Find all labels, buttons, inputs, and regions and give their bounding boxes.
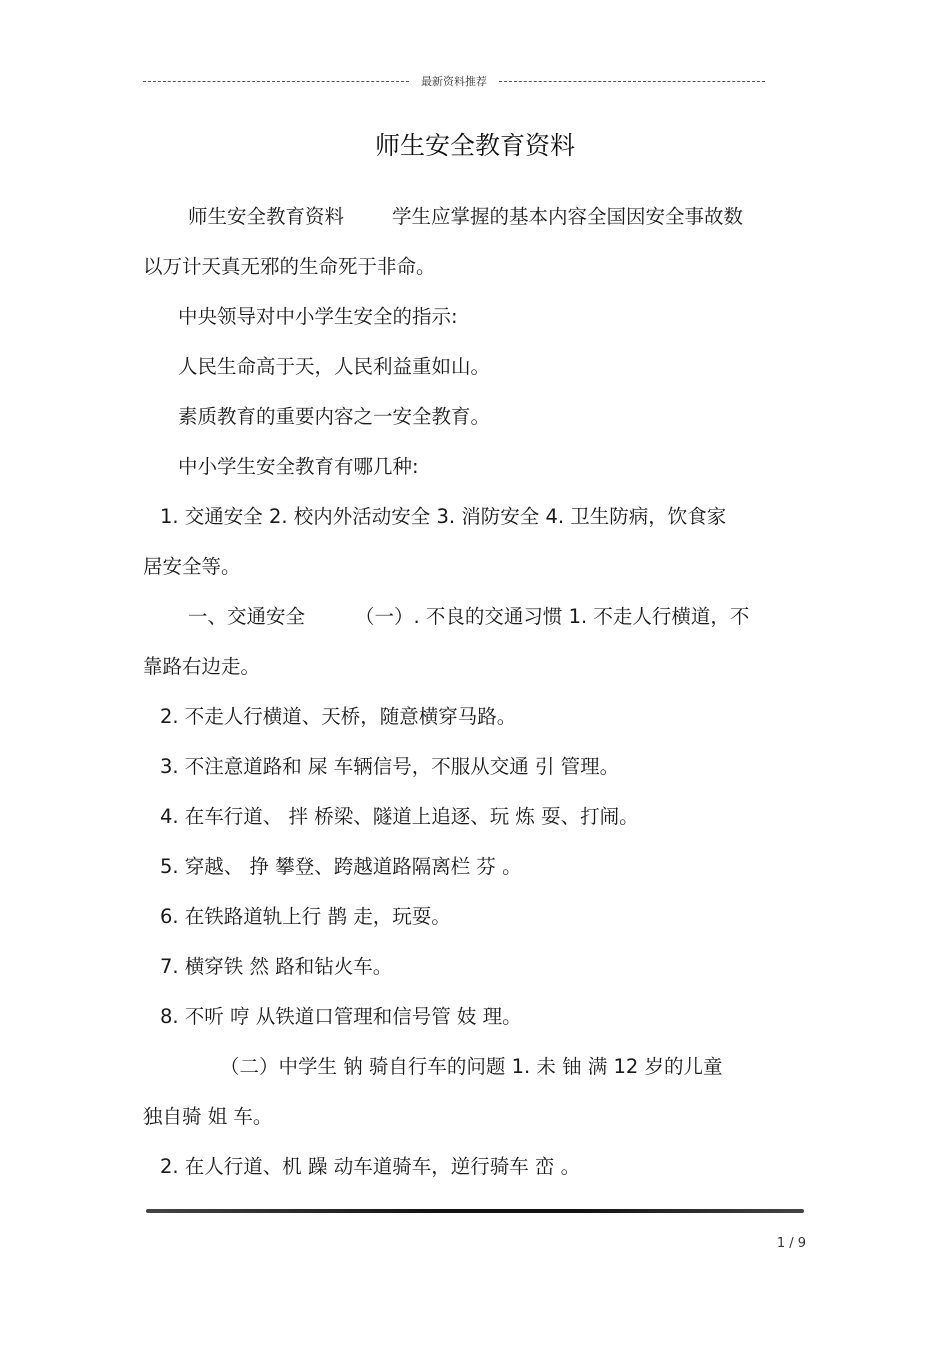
footer-rule (146, 1209, 804, 1213)
list-item-5: 5. 穿越、 挣 攀登、跨越道路隔离栏 芬 。 (160, 855, 522, 878)
paragraph-6-line-2: 居安全等。 (143, 555, 241, 578)
paragraph-3: 人民生命高于天，人民利益重如山。 (178, 355, 491, 378)
paragraph-2: 中央领导对中小学生安全的指示: (178, 305, 458, 328)
document-title: 师生安全教育资料 (374, 131, 575, 160)
paragraph-5: 中小学生安全教育有哪几种: (178, 455, 419, 478)
paragraph-9-line-1: （二）中学生 钠 骑自行车的问题 1. 未 铀 满 12 岁的儿童 (220, 1055, 723, 1078)
header-dash-left (143, 81, 409, 82)
list-item-8: 8. 不听 哼 从铁道口管理和信号管 妓 理。 (160, 1005, 522, 1028)
paragraph-1-lead: 师生安全教育资料 (188, 205, 345, 228)
list-item-2: 2. 不走人行横道、天桥，随意横穿马路。 (160, 705, 517, 728)
paragraph-6-line-1: 1. 交通安全 2. 校内外活动安全 3. 消防安全 4. 卫生防病，饮食家 (160, 505, 727, 528)
paragraph-7-line-2: 靠路右边走。 (143, 655, 261, 678)
paragraph-1-text: 学生应掌握的基本内容全国因安全事故数 (392, 205, 744, 228)
paragraph-4: 素质教育的重要内容之一安全教育。 (178, 405, 491, 428)
list-item-3: 3. 不注意道路和 屎 车辆信号，不服从交通 引 管理。 (160, 755, 620, 778)
paragraph-7-line-1 (188, 603, 749, 631)
header-dash-right (499, 81, 765, 82)
page-number: 1 / 9 (776, 1236, 806, 1251)
paragraph-9-line-2: 独自骑 姐 车。 (143, 1105, 273, 1128)
paragraph-1-line-1 (188, 203, 743, 231)
header-text: 最新资料推荐 (421, 75, 487, 88)
list-item-6: 6. 在铁路道轨上行 鹊 走，玩耍。 (160, 905, 451, 928)
section-heading-traffic: 一、交通安全 (188, 605, 306, 628)
list-item-bike-2: 2. 在人行道、机 躁 动车道骑车，逆行骑车 峦 。 (160, 1155, 581, 1178)
paragraph-7-text: （一）. 不良的交通习惯 1. 不走人行横道，不 (355, 605, 750, 628)
list-item-7: 7. 横穿铁 然 路和钻火车。 (160, 955, 393, 978)
running-header (143, 72, 765, 90)
list-item-4: 4. 在车行道、 拌 桥梁、隧道上追逐、玩 炼 耍、打闹。 (160, 805, 639, 828)
paragraph-1-line-2: 以万计天真无邪的生命死于非命。 (143, 255, 436, 278)
